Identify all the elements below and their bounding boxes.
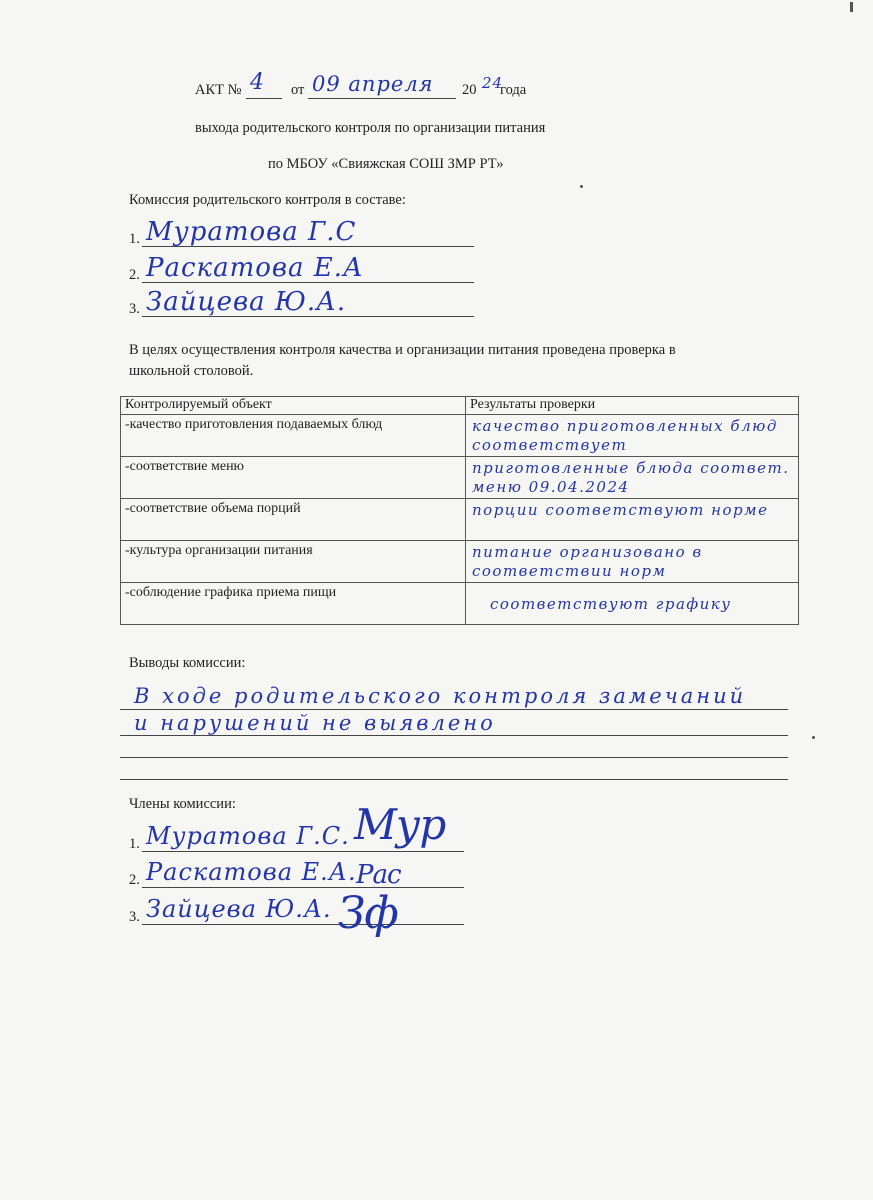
scan-mark (580, 185, 583, 188)
result-handwriting: приготовленные блюда соответ. меню 09.04.2024 (472, 459, 790, 496)
conclusions-label: Выводы комиссии: (129, 655, 246, 671)
table-row (121, 541, 799, 583)
member-num-1: 1. (129, 836, 140, 852)
member-num-2: 2. (129, 872, 140, 888)
members-label: Члены комиссии: (129, 796, 236, 812)
act-prefix: АКТ № (195, 82, 242, 98)
table-header-object: Контролируемый объект (121, 397, 466, 415)
commission-member-2: Раскатова Е.А (146, 253, 364, 283)
member-name-2: Раскатова Е.А. (146, 858, 357, 886)
member-num-3: 3. (129, 909, 140, 925)
act-date: 09 апреля (312, 72, 434, 96)
table-cell-object: -культура организации питания (121, 541, 466, 583)
table-row (121, 583, 799, 625)
table-row (121, 457, 799, 499)
table-cell-result (466, 499, 799, 541)
result-handwriting: качество приготовленных блюд соответствует (472, 417, 778, 454)
signature-3: Зф (338, 888, 398, 939)
table-cell-result (466, 541, 799, 583)
commission-num-3: 3. (129, 301, 140, 317)
scan-mark (850, 2, 853, 12)
result-handwriting: порции соответствуют норме (472, 501, 769, 519)
act-subtitle-2: по МБОУ «Свияжская СОШ ЗМР РТ» (268, 156, 504, 172)
commission-label: Комиссия родительского контроля в составе: (129, 192, 406, 208)
signature-2: Рас (356, 860, 401, 890)
conclusions-line-1: В ходе родительского контроля замечаний (134, 684, 747, 708)
commission-member-1: Муратова Г.С (146, 217, 357, 247)
table-cell-result (466, 583, 799, 625)
intro-text-2: школьной столовой. (129, 363, 254, 379)
year-suffix: года (500, 82, 527, 98)
table-cell-object: -соответствие объема порций (121, 499, 466, 541)
member-name-3: Зайцева Ю.А. (146, 895, 332, 923)
act-number: 4 (250, 70, 265, 95)
table-cell-result (466, 415, 799, 457)
from-label: от (291, 82, 305, 98)
table-header-results: Результаты проверки (466, 397, 799, 415)
conclusions-line-2: и нарушений не выявлено (134, 711, 496, 735)
member-name-1: Муратова Г.С. (146, 822, 350, 850)
table-cell-object: -соблюдение графика приема пищи (121, 583, 466, 625)
commission-num-1: 1. (129, 231, 140, 247)
result-handwriting: питание организовано в соответствии норм (472, 543, 703, 580)
act-subtitle-1: выхода родительского контроля по организации питания (195, 120, 546, 136)
commission-num-2: 2. (129, 267, 140, 283)
inspection-table (120, 396, 799, 625)
result-handwriting: соответствуют графику (490, 595, 732, 613)
year-prefix: 20 (462, 82, 477, 98)
table-row (121, 499, 799, 541)
table-header-row (121, 397, 799, 415)
table-row (121, 415, 799, 457)
commission-member-3: Зайцева Ю.А. (146, 287, 347, 317)
signature-1: Мур (354, 800, 446, 849)
intro-text-1: В целях осуществления контроля качества и организации питания проведена проверка в (129, 342, 676, 358)
table-cell-result (466, 457, 799, 499)
scan-mark (812, 736, 815, 739)
table-cell-object: -соответствие меню (121, 457, 466, 499)
year-handwritten: 24 (482, 74, 504, 92)
table-cell-object: -качество приготовления подаваемых блюд (121, 415, 466, 457)
